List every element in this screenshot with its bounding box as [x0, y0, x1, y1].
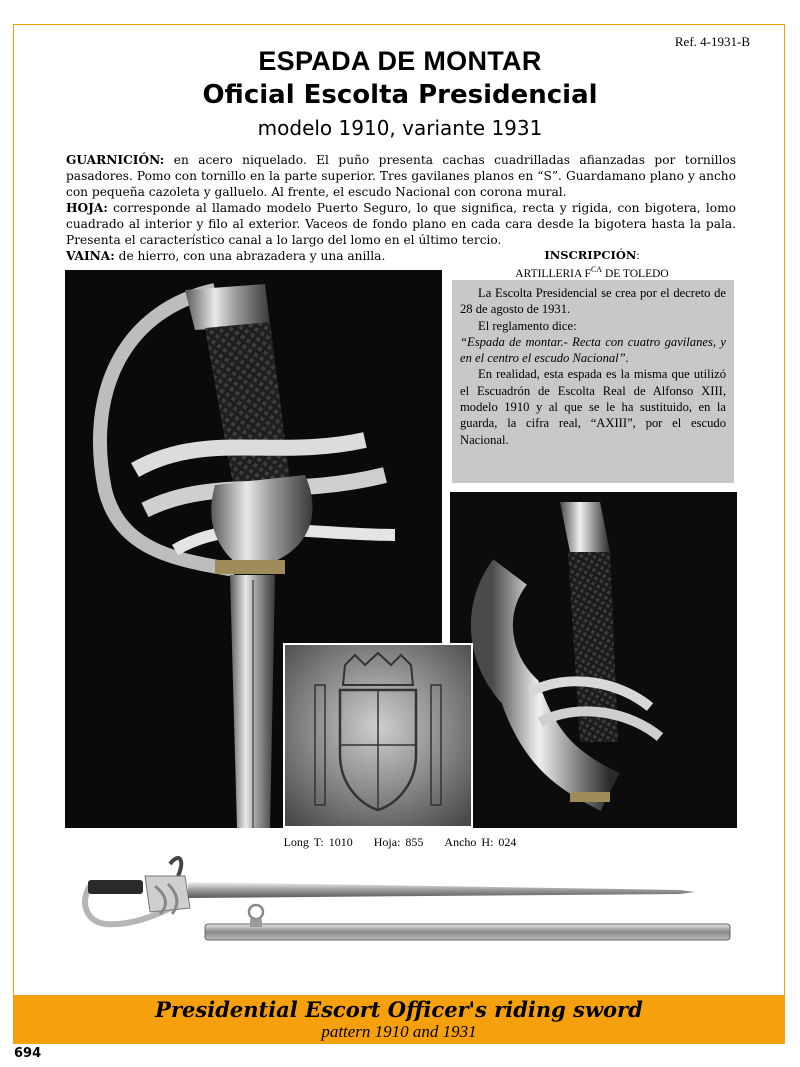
inscription: INSCRIPCIÓN: ARTILLERIA $F^{CA}$ DE TOLEDO [450, 248, 734, 281]
dim-blade: Hoja: 855 [373, 835, 424, 849]
page-model: modelo 1910, variante 1931 [257, 116, 543, 140]
infobox-p3: En realidad, esta espada es la misma que utilizó el Escuadrón de Escolta Real de Alfonso XIII, modelo 1910 y al que se le ha sustituido, en la guarda, la cifra real, “AXIII”, por el escudo Nacional. [460, 367, 726, 447]
english-title: Presidential Escort Officer's riding sword [155, 997, 643, 1022]
infobox-quote: “Espada de montar.- Recta con cuatro gavilanes, y en el centro el escudo Nacional”. [460, 334, 726, 366]
inscription-text-a: ARTILLERIA F [515, 267, 591, 280]
full-sword-image [60, 846, 750, 956]
hoja-text: corresponde al llamado modelo Puerto Seguro, lo que significa, recta y rigida, con bigotera, lomo cuadrado al interior y filo al exterior. Vaceos de fondo plano en cada cara desde la bigotera hasta la pala. Presenta el característico canal a lo largo del lomo en el último tercio. [66, 201, 737, 247]
english-subtitle: pattern 1910 and 1931 [321, 1022, 477, 1041]
guarnicion-paragraph [66, 152, 736, 200]
infobox-p1: La Escolta Presidencial se crea por el decreto de 28 de agosto de 1931. [460, 286, 726, 317]
inscription-text [450, 263, 734, 281]
inscription-label: INSCRIPCIÓN [544, 248, 637, 262]
hilt-side-photo [450, 492, 737, 828]
reference-code: Ref. 4-1931-B [674, 34, 750, 49]
page-subtitle: Oficial Escolta Presidencial [202, 80, 598, 110]
history-infobox [452, 280, 734, 483]
inscription-text-b: DE TOLEDO [602, 267, 669, 280]
guarnicion-label: GUARNICIÓN: [66, 153, 165, 167]
hoja-label: HOJA: [66, 201, 108, 215]
vaina-text: de hierro, con una abrazadera y una anilla. [118, 249, 386, 263]
guarnicion-text: en acero niquelado. El puño presenta cachas cuadrilladas afianzadas por tornillos pasadores. Pomo con tornillo en la parte superior. Tres gavilanes planos en “S”. Guardamano plano y ancho con pequeña cazoleta y galluelo. Al frente, el escudo Nacional con corona mural. [66, 153, 736, 199]
page-title: ESPADA DE MONTAR [258, 46, 542, 76]
page-number: 694 [14, 1046, 42, 1061]
vaina-label: VAINA: [66, 249, 115, 263]
hoja-paragraph [66, 200, 736, 248]
coat-of-arms-photo [283, 643, 473, 828]
infobox-p2: El reglamento dice: [478, 318, 577, 333]
dim-width: Ancho H: 024 [444, 835, 517, 849]
english-title-bar [13, 995, 785, 1044]
dim-length: Long T: 1010 [283, 835, 353, 849]
inscription-sup: CA [590, 265, 603, 274]
